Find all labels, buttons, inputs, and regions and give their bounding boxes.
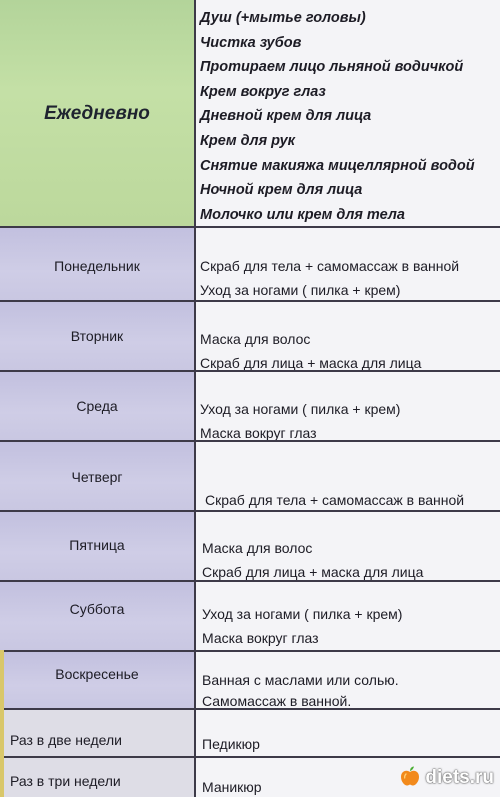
apple-icon xyxy=(398,764,422,793)
row-label-daily: Ежедневно xyxy=(0,0,196,226)
task-item: Ванная с маслами или солью. xyxy=(202,672,399,688)
row-wednesday xyxy=(0,372,500,442)
row-thursday xyxy=(0,442,500,512)
task-item: Педикюр xyxy=(202,736,260,752)
tasks-sunday xyxy=(196,652,500,708)
row-biweekly xyxy=(0,710,500,758)
tasks-thursday xyxy=(196,442,500,510)
row-label-friday: Пятница xyxy=(0,512,196,580)
task-item: Молочко или крем для тела xyxy=(200,206,405,223)
row-daily xyxy=(0,0,500,228)
task-item: Скраб для тела + самомассаж в ванной xyxy=(200,258,460,274)
row-saturday xyxy=(0,582,500,652)
task-item: Снятие макияжа мицеллярной водой xyxy=(200,157,475,174)
task-item: Самомассаж в ванной. xyxy=(202,693,352,708)
row-friday xyxy=(0,512,500,582)
row-label-sunday: Воскресенье xyxy=(0,652,196,708)
task-item: Скраб для тела + самомассаж в ванной xyxy=(205,492,465,508)
tasks-daily xyxy=(196,0,500,226)
row-label-wednesday: Среда xyxy=(0,372,196,440)
row-label-saturday: Суббота xyxy=(0,582,196,650)
task-item: Уход за ногами ( пилка + крем) xyxy=(200,401,401,417)
left-accent-strip xyxy=(0,650,4,797)
tasks-friday xyxy=(196,512,500,580)
task-item: Маска для волос xyxy=(202,540,313,556)
watermark-logo xyxy=(398,765,494,791)
row-sunday xyxy=(0,652,500,710)
task-item: Крем для рук xyxy=(200,132,296,149)
task-item: Маска вокруг глаз xyxy=(202,630,319,646)
watermark-text: diets.ru xyxy=(425,767,494,788)
row-label-thursday: Четверг xyxy=(0,442,196,510)
task-item: Душ (+мытье головы) xyxy=(200,10,366,26)
task-item: Протираем лицо льняной водичкой xyxy=(200,59,464,76)
row-monday xyxy=(0,228,500,302)
task-item: Маска вокруг глаз xyxy=(200,425,317,440)
task-item: Дневной крем для лица xyxy=(200,108,372,125)
task-item: Крем вокруг глаз xyxy=(200,83,326,100)
task-item: Скраб для лица + маска для лица xyxy=(200,355,422,370)
tasks-wednesday xyxy=(196,372,500,440)
row-label-biweekly: Раз в две недели xyxy=(0,710,196,756)
task-item: Уход за ногами ( пилка + крем) xyxy=(202,606,403,622)
tasks-monday xyxy=(196,228,500,300)
tasks-tuesday xyxy=(196,302,500,370)
tasks-saturday xyxy=(196,582,500,650)
task-item: Ночной крем для лица xyxy=(200,182,363,199)
task-item: Маска для волос xyxy=(200,331,311,347)
task-item: Скраб для лица + маска для лица xyxy=(202,564,424,580)
row-label-triweekly: Раз в три недели xyxy=(0,758,196,797)
tasks-biweekly xyxy=(196,710,500,756)
task-item: Уход за ногами ( пилка + крем) xyxy=(200,282,401,298)
task-item: Маникюр xyxy=(202,779,262,795)
row-label-monday: Понедельник xyxy=(0,228,196,300)
row-tuesday xyxy=(0,302,500,372)
task-item: Чистка зубов xyxy=(200,34,302,51)
row-label-tuesday: Вторник xyxy=(0,302,196,370)
